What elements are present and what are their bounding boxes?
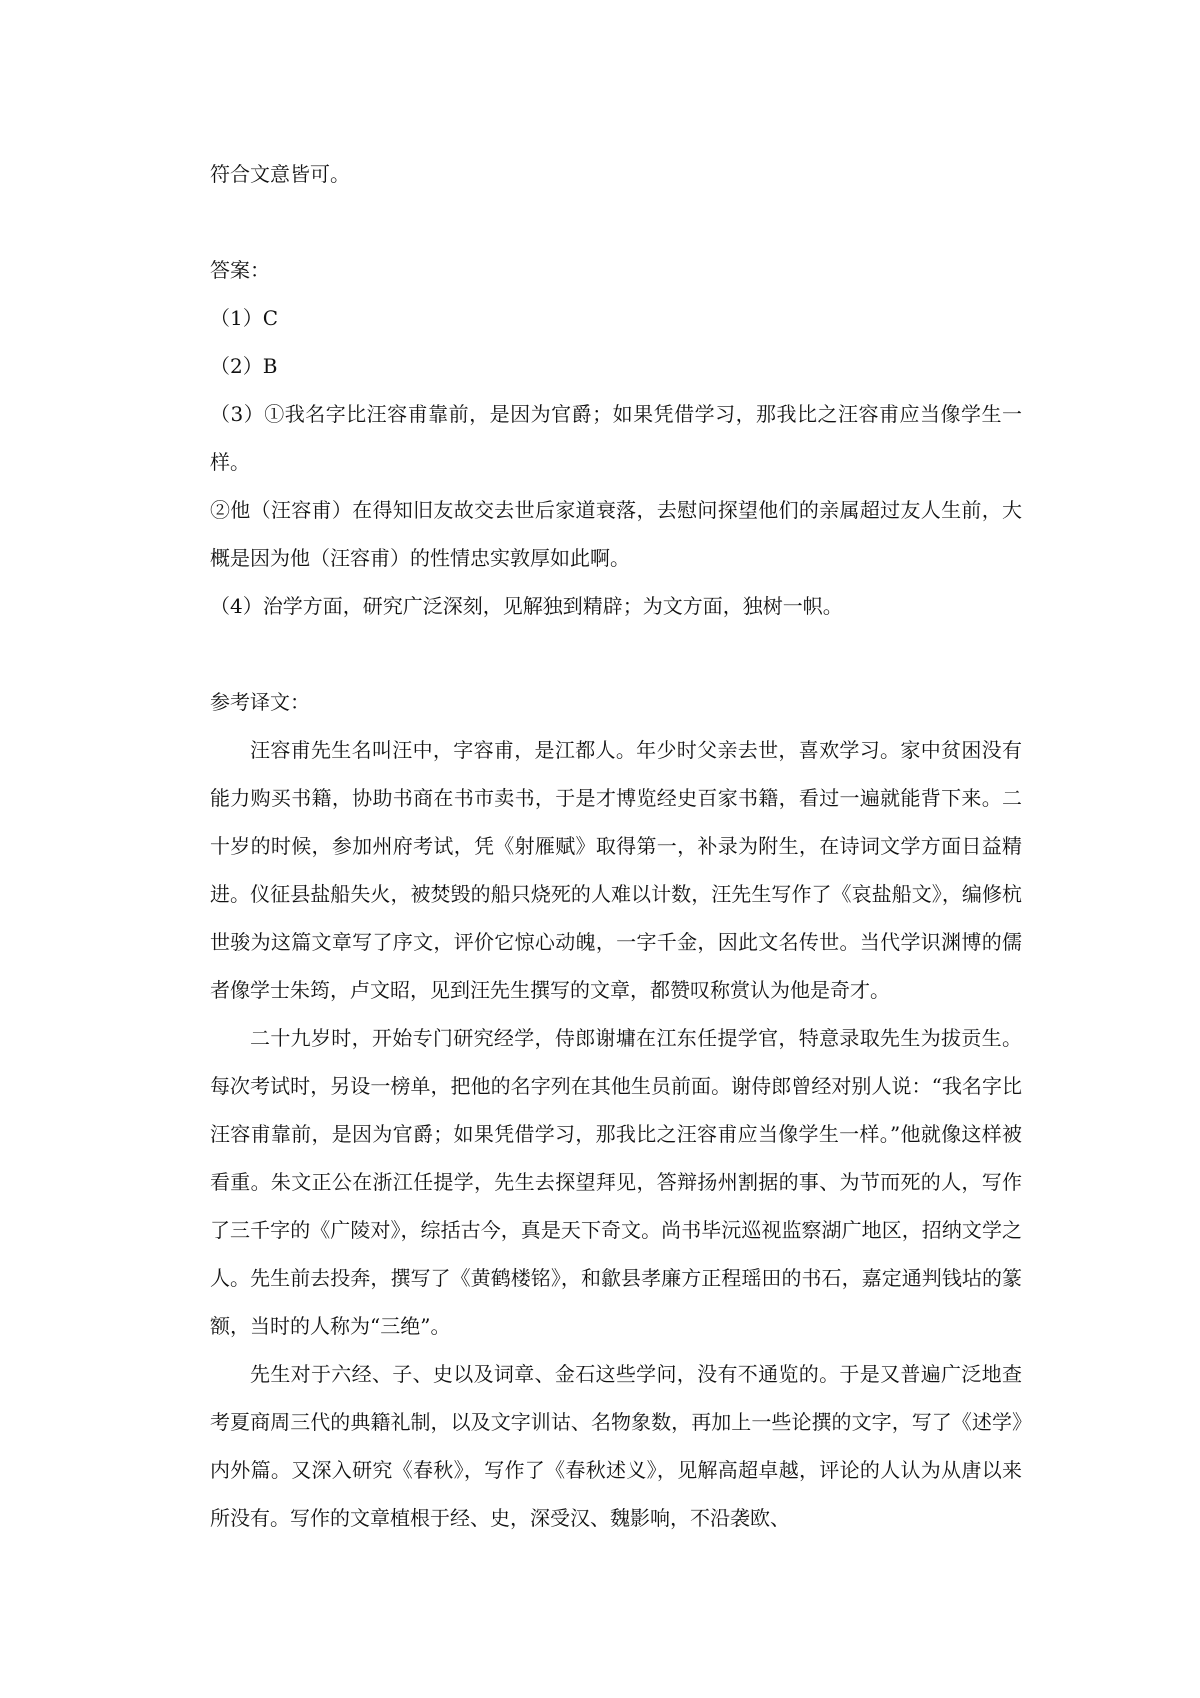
document-body	[210, 150, 1022, 1542]
answer-item-2: （2）B	[210, 354, 278, 378]
translation-paragraph-2: 二十九岁时，开始专门研究经学，侍郎谢墉在江东任提学官，特意录取先生为拔贡生。每次考试时，另设一榜单，把他的名字列在其他生员前面。谢侍郎曾经对别人说：“我名字比汪容甫靠前，是因为官爵；如果凭借学习，那我比之汪容甫应当像学生一样。”他就像这样被看重。朱文正公在浙江任提学，先生去探望拜见，答辩扬州割据的事、为节而死的人，写作了三千字的《广陵对》，综括古今，真是天下奇文。尚书毕沅巡视监察湖广地区，招纳文学之人。先生前去投奔，撰写了《黄鹤楼铭》，和歙县孝廉方正程瑶田的书石，嘉定通判钱坫的篆额，当时的人称为“三绝”。	[210, 1026, 1022, 1338]
answer-item-3-sub: ②他（汪容甫）在得知旧友故交去世后家道衰落，去慰问探望他们的亲属超过友人生前，大概是因为他（汪容甫）的性情忠实敦厚如此啊。	[210, 498, 1022, 570]
translation-paragraph-1: 汪容甫先生名叫汪中，字容甫，是江都人。年少时父亲去世，喜欢学习。家中贫困没有能力购买书籍，协助书商在书市卖书，于是才博览经史百家书籍，看过一遍就能背下来。二十岁的时候，参加州府考试，凭《射雁赋》取得第一，补录为附生，在诗词文学方面日益精进。仪征县盐船失火，被焚毁的船只烧死的人难以计数，汪先生写作了《哀盐船文》，编修杭世骏为这篇文章写了序文，评价它惊心动魄，一字千金，因此文名传世。当代学识渊博的儒者像学士朱筠，卢文昭，见到汪先生撰写的文章，都赞叹称赏认为他是奇才。	[210, 738, 1022, 1002]
spacer	[210, 198, 1022, 246]
answer-heading: 答案：	[210, 258, 270, 282]
translation-heading: 参考译文：	[210, 690, 310, 714]
translation-paragraph-3: 先生对于六经、子、史以及词章、金石这些学问，没有不通览的。于是又普遍广泛地查考夏商周三代的典籍礼制，以及文字训诂、名物象数，再加上一些论撰的文字，写了《述学》内外篇。又深入研究《春秋》，写作了《春秋述义》，见解高超卓越，评论的人认为从唐以来所没有。写作的文章植根于经、史，深受汉、魏影响，不沿袭欧、	[210, 1362, 1022, 1530]
answer-item-3: （3）①我名字比汪容甫靠前，是因为官爵；如果凭借学习，那我比之汪容甫应当像学生一样。	[210, 402, 1022, 474]
answer-item-1: （1）C	[210, 306, 279, 330]
answer-item-4: （4）治学方面，研究广泛深刻，见解独到精辟；为文方面，独树一帜。	[210, 594, 843, 618]
spacer	[210, 630, 1022, 678]
intro-line: 符合文意皆可。	[210, 162, 350, 186]
